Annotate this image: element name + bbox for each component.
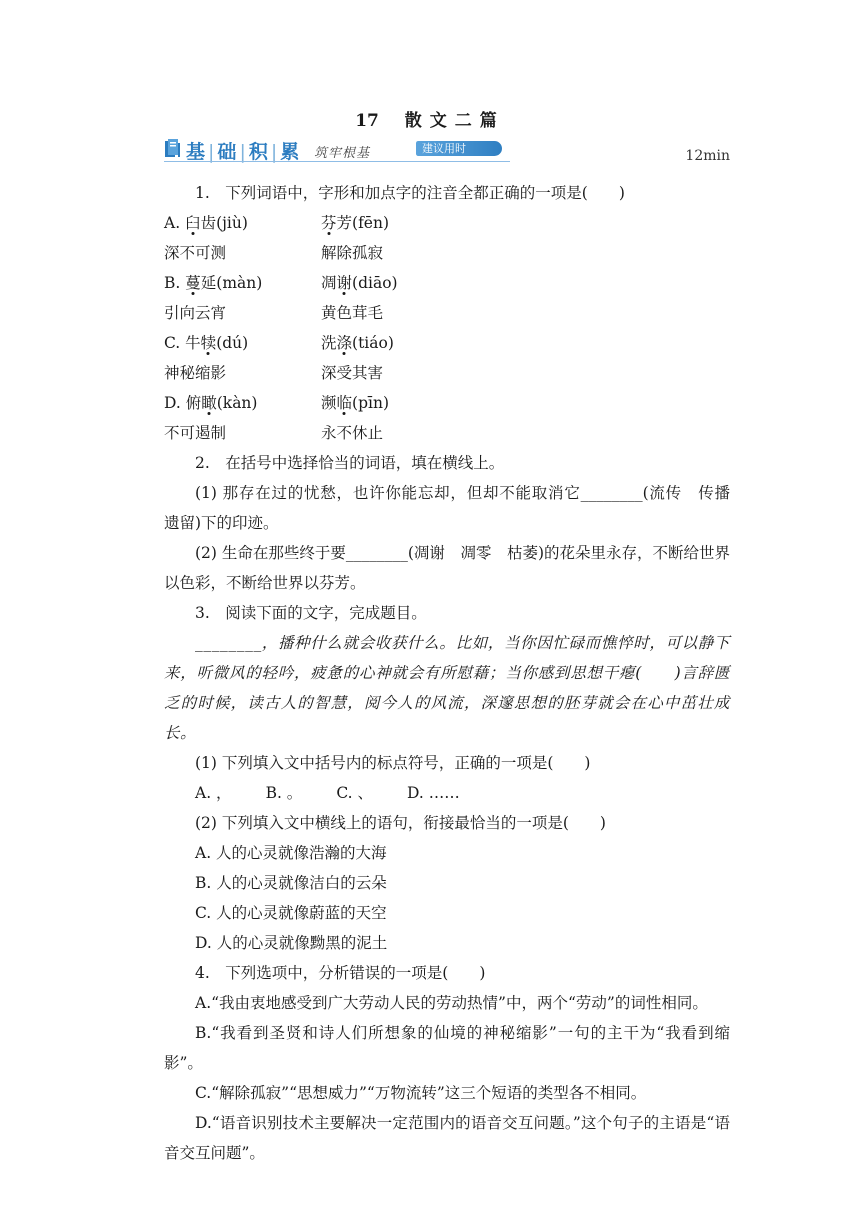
q1-word: B. 蔓延(màn) bbox=[164, 274, 263, 292]
q2-stem: 2. 在括号中选择恰当的词语，填在横线上。 bbox=[195, 454, 505, 472]
q3-sub1-options bbox=[164, 778, 730, 808]
q3-sub1-option: C. 、 bbox=[336, 784, 373, 802]
q3-sub1-option: B. 。 bbox=[265, 784, 303, 802]
lesson-name: 散文二篇 bbox=[404, 111, 505, 131]
q4-option: D.“语音识别技术主要解决一定范围内的语音交互问题。”这个句子的主语是“语音交互问题”。 bbox=[164, 1114, 730, 1162]
q1-word: 解除孤寂 bbox=[321, 244, 384, 262]
q4-option: B.“我看到圣贤和诗人们所想象的仙境的神秘缩影”一句的主干为“我看到缩影”。 bbox=[164, 1024, 730, 1072]
q1-option-row bbox=[164, 238, 730, 268]
q1-word: 洗涤(tiáo) bbox=[321, 334, 394, 352]
q2-sentence-1: (1) 那存在过的忧愁，也许你能忘却，但却不能取消它________(流传 传播 遗留)下的印迹。 bbox=[164, 484, 746, 532]
book-icon bbox=[164, 139, 182, 159]
q4-option: C.“解除孤寂”“思想威力”“万物流转”这三个短语的类型各不相同。 bbox=[195, 1084, 647, 1102]
lesson-number: 17 bbox=[355, 111, 379, 131]
q3-sub1: (1) 下列填入文中括号内的标点符号，正确的一项是( ) bbox=[195, 754, 591, 772]
q2-sentence-2: (2) 生命在那些终于要________(凋谢 凋零 枯萎)的花朵里永存，不断给世界以色彩，不断给世界以芬芳。 bbox=[164, 544, 730, 592]
q3-sub2-option: D. 人的心灵就像黝黑的泥土 bbox=[195, 934, 388, 952]
q1-option-row bbox=[164, 388, 730, 418]
q3-stem: 3. 阅读下面的文字，完成题目。 bbox=[195, 604, 427, 622]
q1-option-row bbox=[164, 268, 730, 298]
q3-sub2-option: C. 人的心灵就像蔚蓝的天空 bbox=[195, 904, 387, 922]
q3-sub2: (2) 下列填入文中横线上的语句，衔接最恰当的一项是( ) bbox=[195, 814, 606, 832]
q1-word: C. 牛犊(dú) bbox=[164, 334, 249, 352]
q1-option-row bbox=[164, 208, 730, 238]
suggested-time: 12min bbox=[685, 148, 730, 164]
banner-heading: 基 | 础 | 积 | 累 bbox=[186, 141, 301, 163]
q1-option-row bbox=[164, 328, 730, 358]
q3-sub2-option: B. 人的心灵就像洁白的云朵 bbox=[195, 874, 387, 892]
q4-stem: 4. 下列选项中，分析错误的一项是( ) bbox=[195, 964, 486, 982]
q4-option: A.“我由衷地感受到广大劳动人民的劳动热情”中，两个“劳动”的词性相同。 bbox=[195, 994, 708, 1012]
q3-sub1-option: A. ， bbox=[195, 784, 232, 802]
banner-subtitle: 筑牢根基 bbox=[314, 146, 371, 161]
section-banner bbox=[164, 137, 514, 163]
q1-word: 深受其害 bbox=[321, 364, 384, 382]
q1-word: 引向云宵 bbox=[164, 304, 227, 322]
q1-option-row bbox=[164, 418, 730, 448]
banner-char: 积 bbox=[248, 141, 269, 163]
banner-char: 础 bbox=[217, 141, 238, 163]
banner-underline bbox=[164, 161, 510, 162]
banner-char: 累 bbox=[280, 141, 301, 163]
q3-passage: ________，播种什么就会收获什么。比如，当你因忙碌而憔悴时，可以静下来，听微风的轻吟，疲惫的心神就会有所慰藉；当你感到思想干瘪( )言辞匮乏的时候，读古人的智慧，阅今人的风流，深邃思想的胚芽就会在心中茁壮成长。 bbox=[164, 634, 730, 742]
q3-sub1-option: D. …… bbox=[406, 784, 460, 802]
q1-stem: 1. 下列词语中，字形和加点字的注音全都正确的一项是( ) bbox=[195, 184, 625, 202]
q1-word: A. 臼齿(jiù) bbox=[164, 214, 248, 232]
q3-sub2-option: A. 人的心灵就像浩瀚的大海 bbox=[195, 844, 387, 862]
q1-word: 芬芳(fēn) bbox=[321, 214, 390, 232]
banner-char: 基 bbox=[186, 141, 207, 163]
q1-option-row bbox=[164, 298, 730, 328]
q1-word: D. 俯瞰(kàn) bbox=[164, 394, 258, 412]
q1-word: 濒临(pīn) bbox=[321, 394, 389, 412]
lesson-title bbox=[0, 106, 860, 131]
suggested-time-pill: 建议用时 bbox=[416, 141, 502, 156]
q1-word: 不可遏制 bbox=[164, 424, 227, 442]
q1-word: 深不可测 bbox=[164, 244, 227, 262]
q1-word: 凋谢(diāo) bbox=[321, 274, 398, 292]
question-content bbox=[164, 178, 746, 1168]
q1-word: 黄色茸毛 bbox=[321, 304, 384, 322]
q1-option-row bbox=[164, 358, 730, 388]
q1-word: 永不休止 bbox=[321, 424, 384, 442]
q1-word: 神秘缩影 bbox=[164, 364, 227, 382]
